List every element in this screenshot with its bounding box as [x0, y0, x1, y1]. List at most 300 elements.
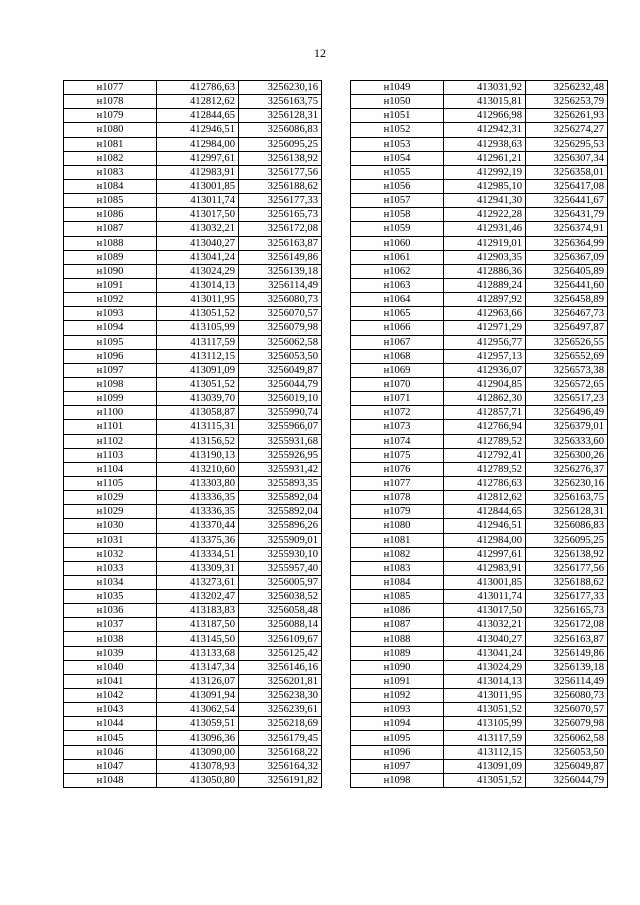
y-coordinate-cell: 3256165,73	[526, 604, 608, 618]
x-coordinate-cell: 413183,83	[157, 604, 239, 618]
table-row	[351, 222, 608, 236]
point-id-cell: н1091	[64, 278, 157, 292]
point-id-cell: н1041	[64, 674, 157, 688]
table-row	[351, 165, 608, 179]
point-id-cell: н1031	[64, 533, 157, 547]
point-id-cell: н1102	[64, 434, 157, 448]
table-row	[64, 745, 322, 759]
table-row	[351, 307, 608, 321]
y-coordinate-cell: 3256172,08	[239, 222, 322, 236]
x-coordinate-cell: 413062,54	[157, 703, 239, 717]
table-row	[351, 179, 608, 193]
y-coordinate-cell: 3256165,73	[239, 208, 322, 222]
point-id-cell: н1078	[351, 491, 444, 505]
y-coordinate-cell: 3256307,34	[526, 151, 608, 165]
y-coordinate-cell: 3256080,73	[239, 293, 322, 307]
point-id-cell: н1100	[64, 406, 157, 420]
point-id-cell: н1086	[64, 208, 157, 222]
table-row	[351, 632, 608, 646]
y-coordinate-cell: 3256049,87	[239, 363, 322, 377]
point-id-cell: н1082	[351, 547, 444, 561]
x-coordinate-cell: 413011,95	[157, 293, 239, 307]
point-id-cell: н1070	[351, 377, 444, 391]
table-row	[64, 222, 322, 236]
table-row	[64, 264, 322, 278]
y-coordinate-cell: 3255926,95	[239, 448, 322, 462]
x-coordinate-cell: 413336,35	[157, 505, 239, 519]
point-id-cell: н1092	[64, 293, 157, 307]
table-row	[64, 759, 322, 773]
table-row	[351, 349, 608, 363]
x-coordinate-cell: 413051,52	[157, 307, 239, 321]
point-id-cell: н1094	[351, 717, 444, 731]
y-coordinate-cell: 3256239,61	[239, 703, 322, 717]
table-row	[64, 505, 322, 519]
table-row	[351, 363, 608, 377]
point-id-cell: н1089	[351, 646, 444, 660]
point-id-cell: н1090	[64, 264, 157, 278]
table-row	[351, 745, 608, 759]
x-coordinate-cell: 413336,35	[157, 491, 239, 505]
point-id-cell: н1087	[351, 618, 444, 632]
y-coordinate-cell: 3256232,48	[526, 81, 608, 95]
y-coordinate-cell: 3256109,67	[239, 632, 322, 646]
point-id-cell: н1099	[64, 392, 157, 406]
table-row	[64, 151, 322, 165]
table-row	[351, 590, 608, 604]
table-row	[64, 590, 322, 604]
y-coordinate-cell: 3256441,60	[526, 278, 608, 292]
table-row	[64, 689, 322, 703]
table-row	[64, 109, 322, 123]
point-id-cell: н1051	[351, 109, 444, 123]
y-coordinate-cell: 3255892,04	[239, 491, 322, 505]
point-id-cell: н1068	[351, 349, 444, 363]
y-coordinate-cell: 3256201,81	[239, 674, 322, 688]
x-coordinate-cell: 413210,60	[157, 462, 239, 476]
y-coordinate-cell: 3256070,57	[239, 307, 322, 321]
y-coordinate-cell: 3256086,83	[239, 123, 322, 137]
point-id-cell: н1064	[351, 293, 444, 307]
table-row	[64, 81, 322, 95]
table-row	[64, 335, 322, 349]
table-row	[351, 505, 608, 519]
point-id-cell: н1029	[64, 505, 157, 519]
x-coordinate-cell: 413105,99	[157, 321, 239, 335]
x-coordinate-cell: 413126,07	[157, 674, 239, 688]
x-coordinate-cell: 413147,34	[157, 660, 239, 674]
y-coordinate-cell: 3256496,49	[526, 406, 608, 420]
table-row	[351, 618, 608, 632]
y-coordinate-cell: 3256164,32	[239, 759, 322, 773]
x-coordinate-cell: 412946,51	[157, 123, 239, 137]
point-id-cell: н1101	[64, 420, 157, 434]
y-coordinate-cell: 3255930,10	[239, 547, 322, 561]
x-coordinate-cell: 413091,09	[157, 363, 239, 377]
y-coordinate-cell: 3255909,01	[239, 533, 322, 547]
y-coordinate-cell: 3255966,07	[239, 420, 322, 434]
y-coordinate-cell: 3256038,52	[239, 590, 322, 604]
x-coordinate-cell: 412789,52	[444, 434, 526, 448]
point-id-cell: н1079	[351, 505, 444, 519]
table-row	[351, 95, 608, 109]
y-coordinate-cell: 3256238,30	[239, 689, 322, 703]
table-row	[64, 448, 322, 462]
x-coordinate-cell: 413011,95	[444, 689, 526, 703]
point-id-cell: н1097	[351, 759, 444, 773]
x-coordinate-cell: 412786,63	[444, 476, 526, 490]
table-row	[64, 165, 322, 179]
table-row	[64, 307, 322, 321]
table-row	[64, 434, 322, 448]
point-id-cell: н1035	[64, 590, 157, 604]
table-row	[351, 773, 608, 787]
point-id-cell: н1098	[351, 773, 444, 787]
point-id-cell: н1075	[351, 448, 444, 462]
y-coordinate-cell: 3256168,22	[239, 745, 322, 759]
x-coordinate-cell: 413145,50	[157, 632, 239, 646]
point-id-cell: н1073	[351, 420, 444, 434]
y-coordinate-cell: 3256062,58	[239, 335, 322, 349]
table-row	[351, 547, 608, 561]
point-id-cell: н1091	[351, 674, 444, 688]
table-row	[64, 604, 322, 618]
table-row	[64, 179, 322, 193]
y-coordinate-cell: 3256146,16	[239, 660, 322, 674]
x-coordinate-cell: 413334,51	[157, 547, 239, 561]
x-coordinate-cell: 413032,21	[444, 618, 526, 632]
table-row	[351, 646, 608, 660]
point-id-cell: н1083	[351, 561, 444, 575]
y-coordinate-cell: 3256218,69	[239, 717, 322, 731]
point-id-cell: н1081	[351, 533, 444, 547]
point-id-cell: н1095	[351, 731, 444, 745]
x-coordinate-cell: 413309,31	[157, 561, 239, 575]
x-coordinate-cell: 412792,41	[444, 448, 526, 462]
y-coordinate-cell: 3256441,67	[526, 194, 608, 208]
table-row	[351, 476, 608, 490]
x-coordinate-cell: 413001,85	[444, 575, 526, 589]
table-row	[351, 703, 608, 717]
point-id-cell: н1088	[64, 236, 157, 250]
point-id-cell: н1096	[351, 745, 444, 759]
point-id-cell: н1066	[351, 321, 444, 335]
table-row	[351, 491, 608, 505]
y-coordinate-cell: 3256177,33	[239, 194, 322, 208]
point-id-cell: н1078	[64, 95, 157, 109]
x-coordinate-cell: 412941,30	[444, 194, 526, 208]
y-coordinate-cell: 3256188,62	[239, 179, 322, 193]
table-row	[351, 462, 608, 476]
point-id-cell: н1081	[64, 137, 157, 151]
x-coordinate-cell: 412857,71	[444, 406, 526, 420]
y-coordinate-cell: 3256149,86	[239, 250, 322, 264]
y-coordinate-cell: 3256079,98	[239, 321, 322, 335]
x-coordinate-cell: 412904,85	[444, 377, 526, 391]
point-id-cell: н1038	[64, 632, 157, 646]
point-id-cell: н1029	[64, 491, 157, 505]
x-coordinate-cell: 412946,51	[444, 519, 526, 533]
point-id-cell: н1085	[64, 194, 157, 208]
table-row	[64, 194, 322, 208]
y-coordinate-cell: 3256261,93	[526, 109, 608, 123]
y-coordinate-cell: 3255892,04	[239, 505, 322, 519]
point-id-cell: н1049	[351, 81, 444, 95]
x-coordinate-cell: 412963,66	[444, 307, 526, 321]
y-coordinate-cell: 3256163,87	[526, 632, 608, 646]
point-id-cell: н1084	[351, 575, 444, 589]
point-id-cell: н1033	[64, 561, 157, 575]
point-id-cell: н1040	[64, 660, 157, 674]
x-coordinate-cell: 413370,44	[157, 519, 239, 533]
y-coordinate-cell: 3256573,38	[526, 363, 608, 377]
x-coordinate-cell: 412812,62	[444, 491, 526, 505]
point-id-cell: н1030	[64, 519, 157, 533]
x-coordinate-cell: 412844,65	[157, 109, 239, 123]
x-coordinate-cell: 412957,13	[444, 349, 526, 363]
x-coordinate-cell: 412931,46	[444, 222, 526, 236]
table-row	[64, 646, 322, 660]
y-coordinate-cell: 3256138,92	[526, 547, 608, 561]
x-coordinate-cell: 413115,31	[157, 420, 239, 434]
table-row	[64, 632, 322, 646]
y-coordinate-cell: 3256079,98	[526, 717, 608, 731]
y-coordinate-cell: 3256128,31	[239, 109, 322, 123]
y-coordinate-cell: 3256149,86	[526, 646, 608, 660]
y-coordinate-cell: 3256062,58	[526, 731, 608, 745]
table-row	[64, 703, 322, 717]
point-id-cell: н1059	[351, 222, 444, 236]
x-coordinate-cell: 413058,87	[157, 406, 239, 420]
table-row	[351, 689, 608, 703]
x-coordinate-cell: 412961,21	[444, 151, 526, 165]
table-row	[64, 95, 322, 109]
table-row	[64, 137, 322, 151]
point-id-cell: н1072	[351, 406, 444, 420]
table-row	[351, 236, 608, 250]
y-coordinate-cell: 3255931,42	[239, 462, 322, 476]
y-coordinate-cell: 3256253,79	[526, 95, 608, 109]
x-coordinate-cell: 413117,59	[444, 731, 526, 745]
point-id-cell: н1046	[64, 745, 157, 759]
x-coordinate-cell: 413096,36	[157, 731, 239, 745]
point-id-cell: н1045	[64, 731, 157, 745]
x-coordinate-cell: 412889,24	[444, 278, 526, 292]
x-coordinate-cell: 412919,01	[444, 236, 526, 250]
x-coordinate-cell: 413112,15	[157, 349, 239, 363]
point-id-cell: н1098	[64, 377, 157, 391]
page-number: 12	[314, 46, 326, 60]
point-id-cell: н1050	[351, 95, 444, 109]
y-coordinate-cell: 3256086,83	[526, 519, 608, 533]
y-coordinate-cell: 3256179,45	[239, 731, 322, 745]
x-coordinate-cell: 412786,63	[157, 81, 239, 95]
x-coordinate-cell: 413014,13	[157, 278, 239, 292]
x-coordinate-cell: 412997,61	[157, 151, 239, 165]
point-id-cell: н1076	[351, 462, 444, 476]
point-id-cell: н1054	[351, 151, 444, 165]
table-row	[351, 660, 608, 674]
table-row	[351, 123, 608, 137]
point-id-cell: н1043	[64, 703, 157, 717]
table-row	[64, 462, 322, 476]
point-id-cell: н1071	[351, 392, 444, 406]
y-coordinate-cell: 3256431,79	[526, 208, 608, 222]
point-id-cell: н1087	[64, 222, 157, 236]
point-id-cell: н1036	[64, 604, 157, 618]
table-row	[64, 250, 322, 264]
y-coordinate-cell: 3256053,50	[526, 745, 608, 759]
y-coordinate-cell: 3255896,26	[239, 519, 322, 533]
point-id-cell: н1080	[64, 123, 157, 137]
y-coordinate-cell: 3256044,79	[526, 773, 608, 787]
point-id-cell: н1061	[351, 250, 444, 264]
y-coordinate-cell: 3256458,89	[526, 293, 608, 307]
table-row	[64, 519, 322, 533]
y-coordinate-cell: 3256358,01	[526, 165, 608, 179]
table-row	[351, 561, 608, 575]
x-coordinate-cell: 412862,30	[444, 392, 526, 406]
x-coordinate-cell: 413156,52	[157, 434, 239, 448]
point-id-cell: н1037	[64, 618, 157, 632]
x-coordinate-cell: 413011,74	[444, 590, 526, 604]
x-coordinate-cell: 413105,99	[444, 717, 526, 731]
x-coordinate-cell: 412903,35	[444, 250, 526, 264]
x-coordinate-cell: 412936,07	[444, 363, 526, 377]
x-coordinate-cell: 412997,61	[444, 547, 526, 561]
x-coordinate-cell: 413001,85	[157, 179, 239, 193]
x-coordinate-cell: 413051,52	[444, 773, 526, 787]
x-coordinate-cell: 413011,74	[157, 194, 239, 208]
table-row	[351, 604, 608, 618]
table-row	[64, 660, 322, 674]
x-coordinate-cell: 413024,29	[444, 660, 526, 674]
y-coordinate-cell: 3256128,31	[526, 505, 608, 519]
y-coordinate-cell: 3256188,62	[526, 575, 608, 589]
x-coordinate-cell: 412844,65	[444, 505, 526, 519]
y-coordinate-cell: 3256552,69	[526, 349, 608, 363]
point-id-cell: н1079	[64, 109, 157, 123]
table-row	[351, 575, 608, 589]
x-coordinate-cell: 413040,27	[444, 632, 526, 646]
table-row	[351, 321, 608, 335]
x-coordinate-cell: 413133,68	[157, 646, 239, 660]
y-coordinate-cell: 3256379,01	[526, 420, 608, 434]
point-id-cell: н1080	[351, 519, 444, 533]
point-id-cell: н1104	[64, 462, 157, 476]
table-row	[351, 392, 608, 406]
y-coordinate-cell: 3256364,99	[526, 236, 608, 250]
point-id-cell: н1085	[351, 590, 444, 604]
table-row	[64, 392, 322, 406]
x-coordinate-cell: 413078,93	[157, 759, 239, 773]
y-coordinate-cell: 3256177,56	[526, 561, 608, 575]
point-id-cell: н1077	[351, 476, 444, 490]
y-coordinate-cell: 3256044,79	[239, 377, 322, 391]
y-coordinate-cell: 3256367,09	[526, 250, 608, 264]
x-coordinate-cell: 413059,51	[157, 717, 239, 731]
point-id-cell: н1103	[64, 448, 157, 462]
table-row	[351, 533, 608, 547]
table-row	[64, 674, 322, 688]
point-id-cell: н1058	[351, 208, 444, 222]
x-coordinate-cell: 413091,94	[157, 689, 239, 703]
y-coordinate-cell: 3256405,89	[526, 264, 608, 278]
y-coordinate-cell: 3256138,92	[239, 151, 322, 165]
x-coordinate-cell: 413014,13	[444, 674, 526, 688]
table-row	[351, 674, 608, 688]
table-row	[351, 434, 608, 448]
table-row	[64, 491, 322, 505]
x-coordinate-cell: 413091,09	[444, 759, 526, 773]
point-id-cell: н1083	[64, 165, 157, 179]
y-coordinate-cell: 3256295,53	[526, 137, 608, 151]
y-coordinate-cell: 3256095,25	[526, 533, 608, 547]
point-id-cell: н1077	[64, 81, 157, 95]
table-row	[351, 420, 608, 434]
x-coordinate-cell: 413017,50	[444, 604, 526, 618]
table-row	[351, 293, 608, 307]
y-coordinate-cell: 3256417,08	[526, 179, 608, 193]
table-row	[64, 476, 322, 490]
point-id-cell: н1034	[64, 575, 157, 589]
x-coordinate-cell: 413112,15	[444, 745, 526, 759]
y-coordinate-cell: 3256497,87	[526, 321, 608, 335]
point-id-cell: н1082	[64, 151, 157, 165]
y-coordinate-cell: 3256163,87	[239, 236, 322, 250]
y-coordinate-cell: 3256005,97	[239, 575, 322, 589]
point-id-cell: н1095	[64, 335, 157, 349]
y-coordinate-cell: 3256517,23	[526, 392, 608, 406]
point-id-cell: н1056	[351, 179, 444, 193]
y-coordinate-cell: 3255893,35	[239, 476, 322, 490]
y-coordinate-cell: 3255990,74	[239, 406, 322, 420]
x-coordinate-cell: 412897,92	[444, 293, 526, 307]
point-id-cell: н1105	[64, 476, 157, 490]
point-id-cell: н1065	[351, 307, 444, 321]
point-id-cell: н1048	[64, 773, 157, 787]
table-row	[64, 420, 322, 434]
point-id-cell: н1090	[351, 660, 444, 674]
x-coordinate-cell: 412971,29	[444, 321, 526, 335]
table-row	[64, 236, 322, 250]
x-coordinate-cell: 413273,61	[157, 575, 239, 589]
y-coordinate-cell: 3256230,16	[239, 81, 322, 95]
x-coordinate-cell: 413190,13	[157, 448, 239, 462]
y-coordinate-cell: 3255957,40	[239, 561, 322, 575]
point-id-cell: н1062	[351, 264, 444, 278]
x-coordinate-cell: 412992,19	[444, 165, 526, 179]
x-coordinate-cell: 412966,98	[444, 109, 526, 123]
point-id-cell: н1060	[351, 236, 444, 250]
table-row	[351, 194, 608, 208]
y-coordinate-cell: 3256191,82	[239, 773, 322, 787]
x-coordinate-cell: 413032,21	[157, 222, 239, 236]
table-row	[351, 278, 608, 292]
point-id-cell: н1067	[351, 335, 444, 349]
y-coordinate-cell: 3256572,65	[526, 377, 608, 391]
x-coordinate-cell: 413040,27	[157, 236, 239, 250]
x-coordinate-cell: 413202,47	[157, 590, 239, 604]
x-coordinate-cell: 412766,94	[444, 420, 526, 434]
y-coordinate-cell: 3256053,50	[239, 349, 322, 363]
table-row	[64, 575, 322, 589]
y-coordinate-cell: 3256139,18	[239, 264, 322, 278]
x-coordinate-cell: 413017,50	[157, 208, 239, 222]
y-coordinate-cell: 3256274,27	[526, 123, 608, 137]
x-coordinate-cell: 412983,91	[444, 561, 526, 575]
table-row	[351, 759, 608, 773]
